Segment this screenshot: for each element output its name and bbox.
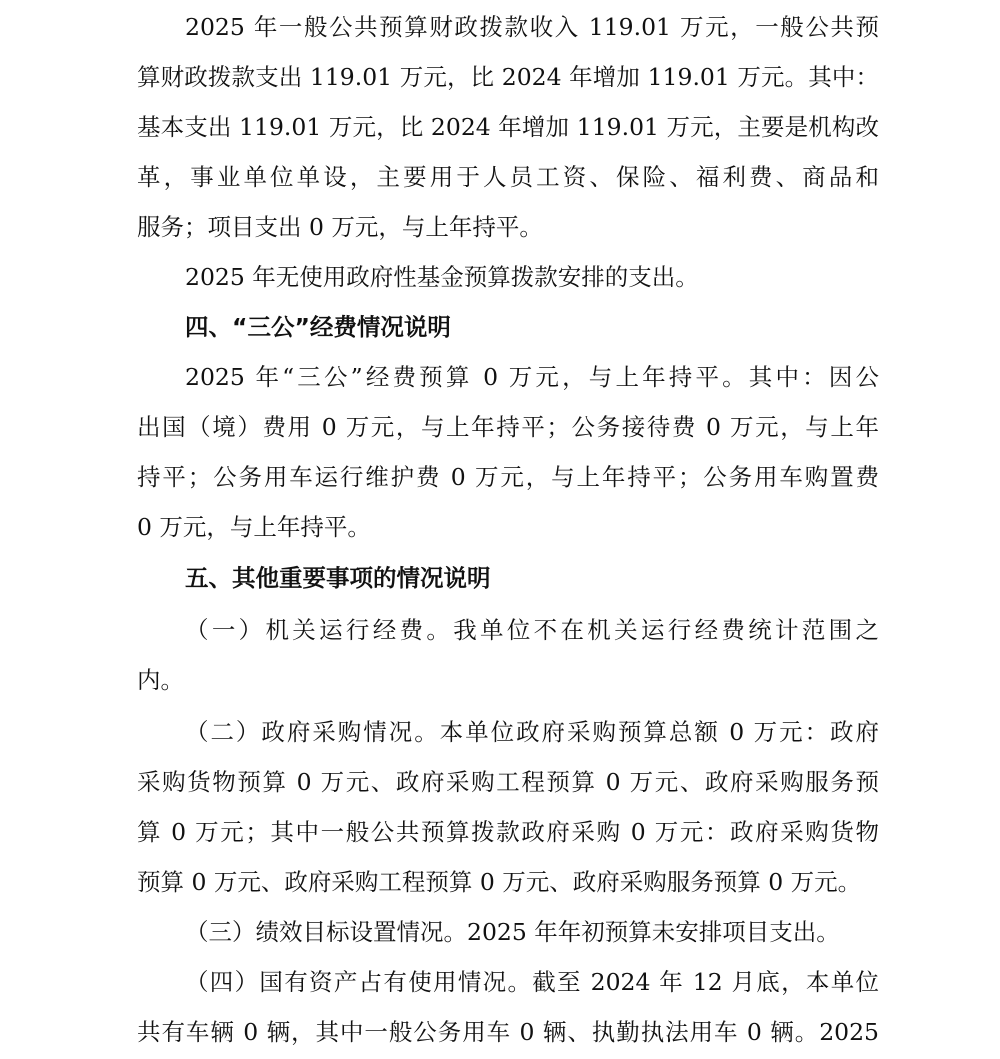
text-line: 持平；公务用车运行维护费 0 万元，与上年持平；公务用车购置费 [137, 463, 879, 491]
text-line: 0 万元，与上年持平。 [137, 513, 371, 541]
text-line: 预算 0 万元、政府采购工程预算 0 万元、政府采购服务预算 0 万元。 [137, 868, 862, 896]
text-line: 服务；项目支出 0 万元，与上年持平。 [137, 213, 543, 241]
text-line: （四）国有资产占有使用情况。截至 2024 年 12 月底，本单位 [185, 968, 879, 996]
text-line: 2025 年无使用政府性基金预算拨款安排的支出。 [185, 263, 699, 291]
text-line: 算财政拨款支出 119.01 万元，比 2024 年增加 119.01 万元。其中： [137, 63, 879, 91]
paragraph-performance-targets [137, 907, 879, 957]
paragraph-budget-income [137, 2, 879, 252]
paragraph-state-assets [137, 957, 879, 1057]
text-line: （二）政府采购情况。本单位政府采购预算总额 0 万元：政府 [185, 718, 879, 746]
paragraph-government-procurement [137, 707, 879, 907]
text-line: 共有车辆 0 辆，其中一般公务用车 0 辆、执勤执法用车 0 辆。2025 [137, 1018, 879, 1046]
text-line: 内。 [137, 666, 184, 694]
section-heading-other-matters: 五、其他重要事项的情况说明 [185, 564, 491, 592]
text-line: （一）机关运行经费。我单位不在机关运行经费统计范围之 [185, 616, 879, 644]
paragraph-operating-expenses [137, 605, 879, 705]
text-line: 2025 年一般公共预算财政拨款收入 119.01 万元，一般公共预 [185, 13, 879, 41]
text-line: （三）绩效目标设置情况。2025 年年初预算未安排项目支出。 [185, 918, 840, 946]
text-line: 出国（境）费用 0 万元，与上年持平；公务接待费 0 万元，与上年 [137, 413, 879, 441]
text-line: 基本支出 119.01 万元，比 2024 年增加 119.01 万元，主要是机构改 [137, 113, 879, 141]
document-page [137, 0, 879, 1057]
section-heading-three-public: 四、“三公”经费情况说明 [185, 313, 451, 341]
text-line: 采购货物预算 0 万元、政府采购工程预算 0 万元、政府采购服务预 [137, 768, 879, 796]
text-line: 2025 年“三公”经费预算 0 万元，与上年持平。其中：因公 [185, 363, 879, 391]
paragraph-fund-budget [137, 252, 879, 302]
text-line: 算 0 万元；其中一般公共预算拨款政府采购 0 万元：政府采购货物 [137, 818, 879, 846]
paragraph-three-public [137, 352, 879, 552]
text-line: 革，事业单位单设，主要用于人员工资、保险、福利费、商品和 [137, 163, 879, 191]
